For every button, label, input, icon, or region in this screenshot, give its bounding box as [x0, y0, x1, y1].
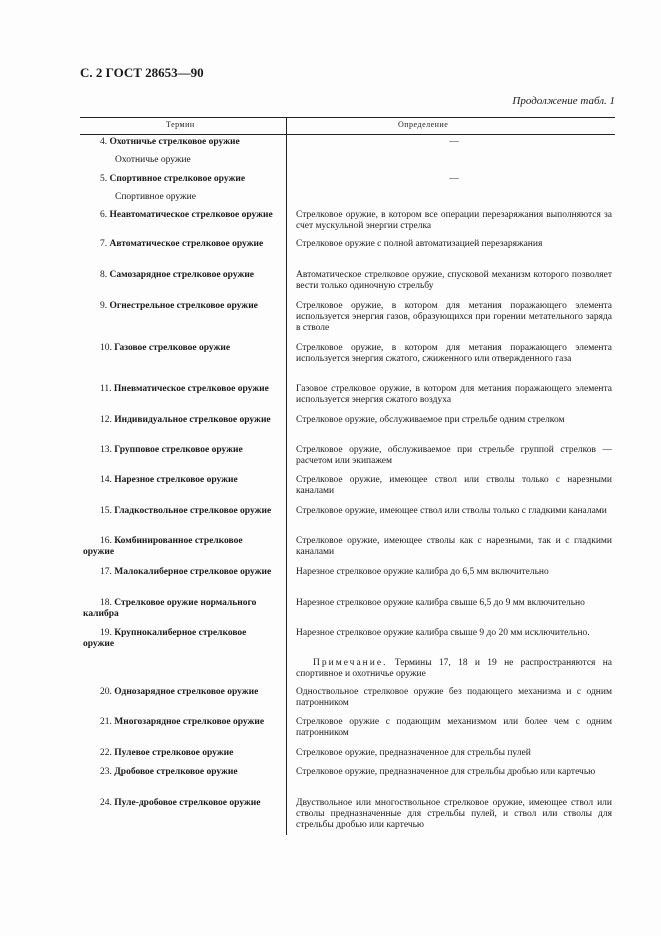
- table-row-definition: Стрелковое оружие, в котором все операции перезаряжания выполняются за счет мускульной энергии стрелка: [296, 210, 612, 231]
- table-row-synonym: Охотничье оружие: [115, 155, 191, 165]
- table-row-term: 12. Индивидуальное стрелковое оружие: [100, 415, 271, 425]
- continuation-label: Продолжение табл. 1: [512, 95, 615, 107]
- table-row-term: 18. Стрелковое оружие нормального калибра: [83, 598, 257, 619]
- table-row-definition: Двуствольное или многоствольное стрелковое оружие, имеющее ствол или стволы предназначенные для стрельбы пулей, и ствол или стволы для стрельбы дробью или картечью: [296, 798, 612, 830]
- table-header-rule: [80, 134, 615, 135]
- table-row-term: 10. Газовое стрелковое оружие: [100, 343, 231, 353]
- table-row-term: 4. Охотничье стрелковое оружие: [100, 137, 240, 147]
- table-row-term: 19. Крупнокалиберное стрелковое оружие: [83, 628, 247, 649]
- table-row-term: 20. Однозарядное стрелковое оружие: [100, 687, 259, 697]
- table-row-term: 23. Дробовое стрелковое оружие: [100, 767, 238, 777]
- table-row-term: 11. Пневматическое стрелковое оружие: [100, 384, 269, 394]
- table-row-synonym: Спортивное оружие: [115, 192, 196, 202]
- table-row-definition: Стрелковое оружие с полной автоматизацией перезаряжания: [296, 239, 543, 249]
- table-row-definition: Стрелковое оружие, в котором для метания поражающего элемента используется энергия сжатого, сжиженного или отвержденного газа: [296, 343, 612, 364]
- table-row-term: 21. Многозарядное стрелковое оружие: [100, 717, 265, 727]
- table-row-term: 24. Пуле-дробовое стрелковое оружие: [100, 798, 261, 808]
- table-row-definition: Стрелковое оружие, обслуживаемое при стрельбе одним стрелком: [296, 415, 565, 425]
- table-row-term: 14. Нарезное стрелковое оружие: [100, 475, 238, 485]
- column-header-definition: Определение: [398, 120, 449, 129]
- table-row-term: 7. Автоматическое стрелковое оружие: [100, 239, 264, 249]
- table-row-term: 9. Огнестрельное стрелковое оружие: [100, 301, 258, 311]
- table-row-definition: Стрелковое оружие, обслуживаемое при стрельбе группой стрелков — расчетом или экипажем: [296, 445, 612, 466]
- table-row-term: 13. Групповое стрелковое оружие: [100, 445, 243, 455]
- table-row-definition: Нарезное стрелковое оружие калибра свыше 9 до 20 мм исключительно.: [296, 628, 590, 638]
- column-header-term: Термин: [166, 120, 195, 129]
- column-divider: [286, 117, 287, 835]
- table-row-definition: Стрелковое оружие, предназначенное для стрельбы пулей: [296, 748, 531, 758]
- table-row-term: 16. Комбинированное стрелковое оружие: [83, 536, 243, 557]
- table-row-definition: —: [449, 174, 459, 184]
- table-row-definition: Стрелковое оружие, имеющее стволы как с нарезными, так и с гладкими каналами: [296, 536, 612, 557]
- table-row-term: 22. Пулевое стрелковое оружие: [100, 748, 234, 758]
- table-row-definition: —: [449, 137, 459, 147]
- table-row-term: 8. Самозарядное стрелковое оружие: [100, 270, 255, 280]
- table-row-definition: Стрелковое оружие, имеющее ствол или стволы только с гладкими каналами: [296, 506, 607, 516]
- table-row-definition: Газовое стрелковое оружие, в котором для метания поражающего элемента используется энергия сжатого воздуха: [296, 384, 612, 405]
- table-note: Примечание. Термины 17, 18 и 19 не распространяются на спортивное и охотничье оружие: [296, 658, 613, 679]
- table-row-term: 15. Гладкоствольное стрелковое оружие: [100, 506, 272, 516]
- table-row-term: 17. Малокалиберное стрелковое оружие: [100, 567, 272, 577]
- table-row-definition: Стрелковое оружие, в котором для метания поражающего элемента используется энергия газов, образующихся при горении метательного заряда в стволе: [296, 301, 612, 333]
- table-row-term: 6. Неавтоматическое стрелковое оружие: [100, 210, 273, 220]
- table-row-definition: Стрелковое оружие, предназначенное для стрельбы дробью или картечью: [296, 767, 596, 777]
- page-header: С. 2 ГОСТ 28653—90: [80, 65, 204, 80]
- table-row-definition: Нарезное стрелковое оружие калибра до 6,5 мм включительно: [296, 567, 549, 577]
- table-row-definition: Одноствольное стрелковое оружие без подающего механизма и с одним патронником: [296, 687, 612, 708]
- table-row-definition: Стрелковое оружие, имеющее ствол или стволы только с нарезными каналами: [296, 475, 612, 496]
- table-row-definition: Нарезное стрелковое оружие калибра свыше 6,5 до 9 мм включительно: [296, 598, 585, 608]
- table-top-rule: [80, 117, 615, 118]
- table-row-definition: Автоматическое стрелковое оружие, спусковой механизм которого позволяет вести только одиночную стрельбу: [296, 270, 612, 291]
- table-row-definition: Стрелковое оружие с подающим механизмом или более чем с одним патронником: [296, 717, 612, 738]
- table-row-term: 5. Спортивное стрелковое оружие: [100, 174, 246, 184]
